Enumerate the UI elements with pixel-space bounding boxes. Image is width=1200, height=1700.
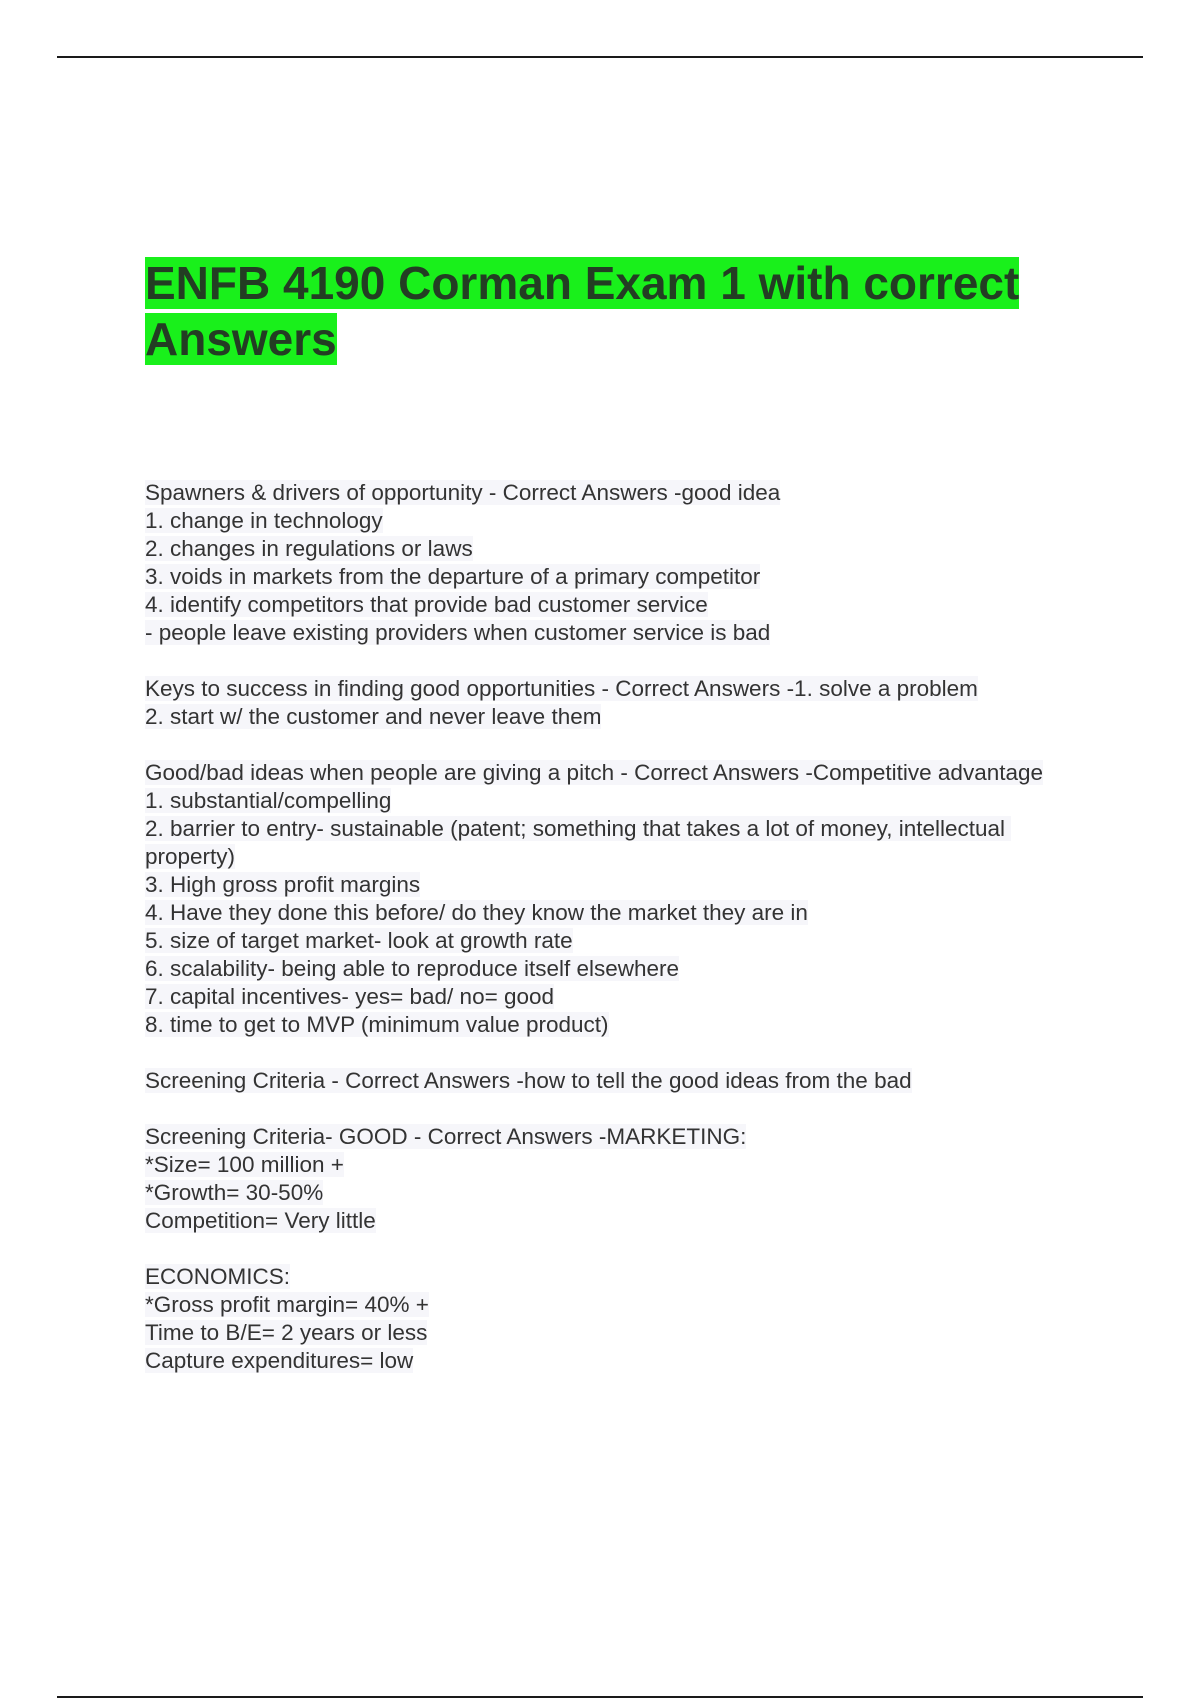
- qa-line: 4. identify competitors that provide bad customer service: [145, 592, 708, 617]
- qa-line: 5. size of target market- look at growth rate: [145, 928, 573, 953]
- qa-line: *Growth= 30-50%: [145, 1180, 324, 1205]
- qa-line: 8. time to get to MVP (minimum value product): [145, 1012, 609, 1037]
- qa-line: 1. change in technology: [145, 508, 383, 533]
- qa-line: *Gross profit margin= 40% +: [145, 1292, 429, 1317]
- qa-line: *Size= 100 million +: [145, 1152, 344, 1177]
- qa-line: 1. substantial/compelling: [145, 788, 392, 813]
- qa-item-economics: [145, 1263, 1075, 1375]
- qa-item-screening-good-marketing: [145, 1123, 1075, 1235]
- document-body: [145, 479, 1075, 1403]
- qa-line: 2. barrier to entry- sustainable (patent; something that takes a lot of money, intellectual property): [145, 816, 1012, 869]
- qa-line: Screening Criteria - Correct Answers -how to tell the good ideas from the bad: [145, 1068, 912, 1093]
- top-rule: [57, 56, 1143, 58]
- qa-item-keys-to-success: [145, 675, 1075, 731]
- document-title: [145, 255, 1075, 367]
- qa-line: Good/bad ideas when people are giving a pitch - Correct Answers -Competitive advantage: [145, 760, 1044, 785]
- bottom-rule: [57, 1696, 1143, 1698]
- qa-line: 3. voids in markets from the departure of a primary competitor: [145, 564, 761, 589]
- qa-item-good-bad-ideas: [145, 759, 1075, 1039]
- qa-line: Keys to success in finding good opportunities - Correct Answers -1. solve a problem: [145, 676, 978, 701]
- qa-line: Capture expenditures= low: [145, 1348, 414, 1373]
- qa-line: 4. Have they done this before/ do they know the market they are in: [145, 900, 808, 925]
- qa-line: Spawners & drivers of opportunity - Correct Answers -good idea: [145, 480, 781, 505]
- qa-line: Screening Criteria- GOOD - Correct Answers -MARKETING:: [145, 1124, 747, 1149]
- qa-line: Time to B/E= 2 years or less: [145, 1320, 428, 1345]
- qa-line: Competition= Very little: [145, 1208, 376, 1233]
- qa-line: ECONOMICS:: [145, 1264, 291, 1289]
- qa-line: - people leave existing providers when customer service is bad: [145, 620, 771, 645]
- qa-line: 2. start w/ the customer and never leave them: [145, 704, 602, 729]
- qa-line: 7. capital incentives- yes= bad/ no= good: [145, 984, 555, 1009]
- qa-item-spawners: [145, 479, 1075, 647]
- qa-item-screening-criteria: [145, 1067, 1075, 1095]
- qa-line: 2. changes in regulations or laws: [145, 536, 473, 561]
- qa-line: 3. High gross profit margins: [145, 872, 421, 897]
- qa-line: 6. scalability- being able to reproduce itself elsewhere: [145, 956, 680, 981]
- title-highlight: ENFB 4190 Corman Exam 1 with correct Answers: [145, 257, 1020, 365]
